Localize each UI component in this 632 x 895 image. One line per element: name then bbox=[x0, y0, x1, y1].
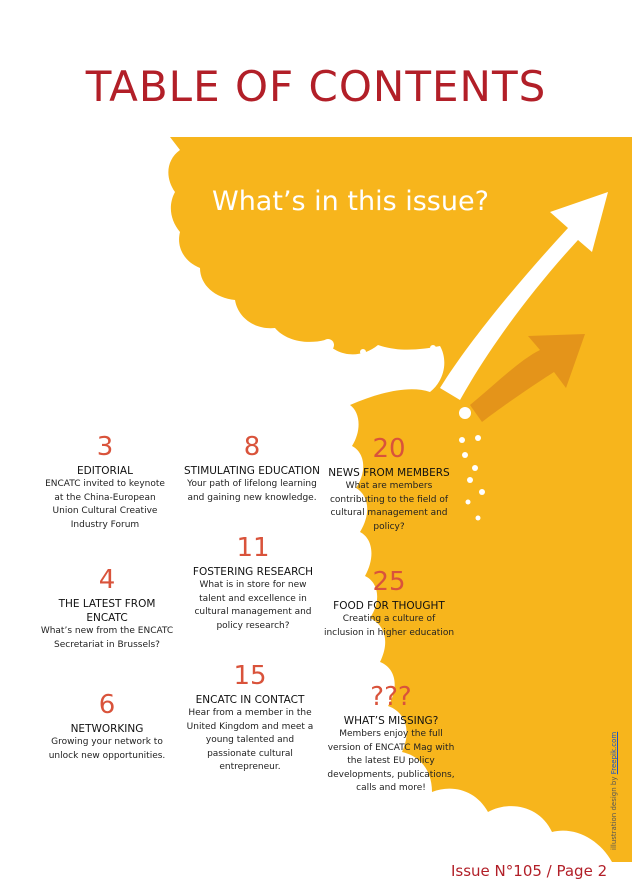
section-heading: EDITORIAL bbox=[77, 465, 133, 477]
section-description: ENCATC invited to keynote at the China-European Union Cultural Creative Industry Forum bbox=[45, 479, 165, 530]
dot bbox=[467, 477, 473, 483]
illustration-credit bbox=[610, 732, 618, 850]
dot bbox=[402, 375, 407, 380]
toc-item[interactable] bbox=[322, 567, 456, 640]
toc-item[interactable] bbox=[180, 432, 324, 505]
dot bbox=[430, 345, 436, 351]
section-heading: THE LATEST FROM ENCATC bbox=[58, 598, 156, 624]
dot bbox=[403, 350, 409, 356]
dot bbox=[360, 349, 366, 355]
dot bbox=[417, 357, 423, 363]
freepik-link[interactable]: Freepik.com bbox=[610, 731, 618, 775]
page-subtitle: What’s in this issue? bbox=[212, 186, 489, 217]
dot bbox=[413, 368, 418, 373]
dot bbox=[466, 500, 471, 505]
page-number: 8 bbox=[243, 432, 261, 462]
page-number: 3 bbox=[96, 432, 114, 462]
page-title: TABLE OF CONTENTS bbox=[85, 62, 547, 111]
toc-item[interactable] bbox=[40, 565, 174, 652]
dot bbox=[462, 452, 468, 458]
section-description: What is in store for new talent and excellence in cultural management and policy research? bbox=[194, 580, 312, 631]
toc-item[interactable] bbox=[40, 432, 170, 532]
page-number: 4 bbox=[98, 565, 116, 595]
toc-item[interactable] bbox=[326, 682, 456, 796]
toc-item[interactable] bbox=[42, 690, 172, 763]
dot bbox=[472, 465, 478, 471]
page-number: 11 bbox=[236, 533, 270, 563]
dot bbox=[390, 357, 396, 363]
section-description: Members enjoy the full version of ENCATC Mag with the latest EU policy developments, publications, calls and more! bbox=[327, 729, 455, 793]
dot bbox=[475, 435, 481, 441]
section-heading: NETWORKING bbox=[70, 723, 144, 735]
section-description: Hear from a member in the United Kingdom and meet a young talented and passionate cultural entrepreneur. bbox=[186, 708, 314, 772]
section-description: Growing your network to unlock new opportunities. bbox=[48, 737, 166, 761]
section-heading: FOSTERING RESEARCH bbox=[192, 566, 314, 578]
section-heading: STIMULATING EDUCATION bbox=[184, 465, 320, 477]
section-description: Your path of lifelong learning and gaining new knowledge. bbox=[187, 479, 317, 503]
page-number: ??? bbox=[370, 682, 412, 712]
section-heading: ENCATC IN CONTACT bbox=[195, 694, 305, 706]
dot bbox=[459, 437, 465, 443]
dot bbox=[476, 516, 481, 521]
toc-item[interactable] bbox=[326, 434, 452, 534]
page-number: 15 bbox=[233, 661, 267, 691]
section-description: What are members contributing to the field of cultural management and policy? bbox=[329, 481, 449, 532]
page-number: 25 bbox=[372, 567, 406, 597]
dot bbox=[375, 354, 381, 360]
section-description: Creating a culture of inclusion in higher education bbox=[323, 614, 455, 638]
page-number: 20 bbox=[372, 434, 406, 464]
dot bbox=[479, 489, 485, 495]
dot bbox=[459, 407, 471, 419]
credit-prefix: illustration design by bbox=[610, 774, 618, 850]
dot bbox=[386, 370, 391, 375]
section-heading: WHAT’S MISSING? bbox=[343, 715, 439, 727]
section-heading: NEWS FROM MEMBERS bbox=[328, 467, 450, 479]
toc-item[interactable] bbox=[186, 533, 320, 633]
section-description: What’s new from the ENCATC Secretariat in Brussels? bbox=[40, 626, 174, 650]
issue-page-footer: Issue N°105 / Page 2 bbox=[451, 862, 608, 880]
toc-item[interactable] bbox=[182, 661, 318, 775]
dot bbox=[322, 339, 334, 351]
page-number: 6 bbox=[98, 690, 116, 720]
section-heading: FOOD FOR THOUGHT bbox=[333, 600, 445, 612]
